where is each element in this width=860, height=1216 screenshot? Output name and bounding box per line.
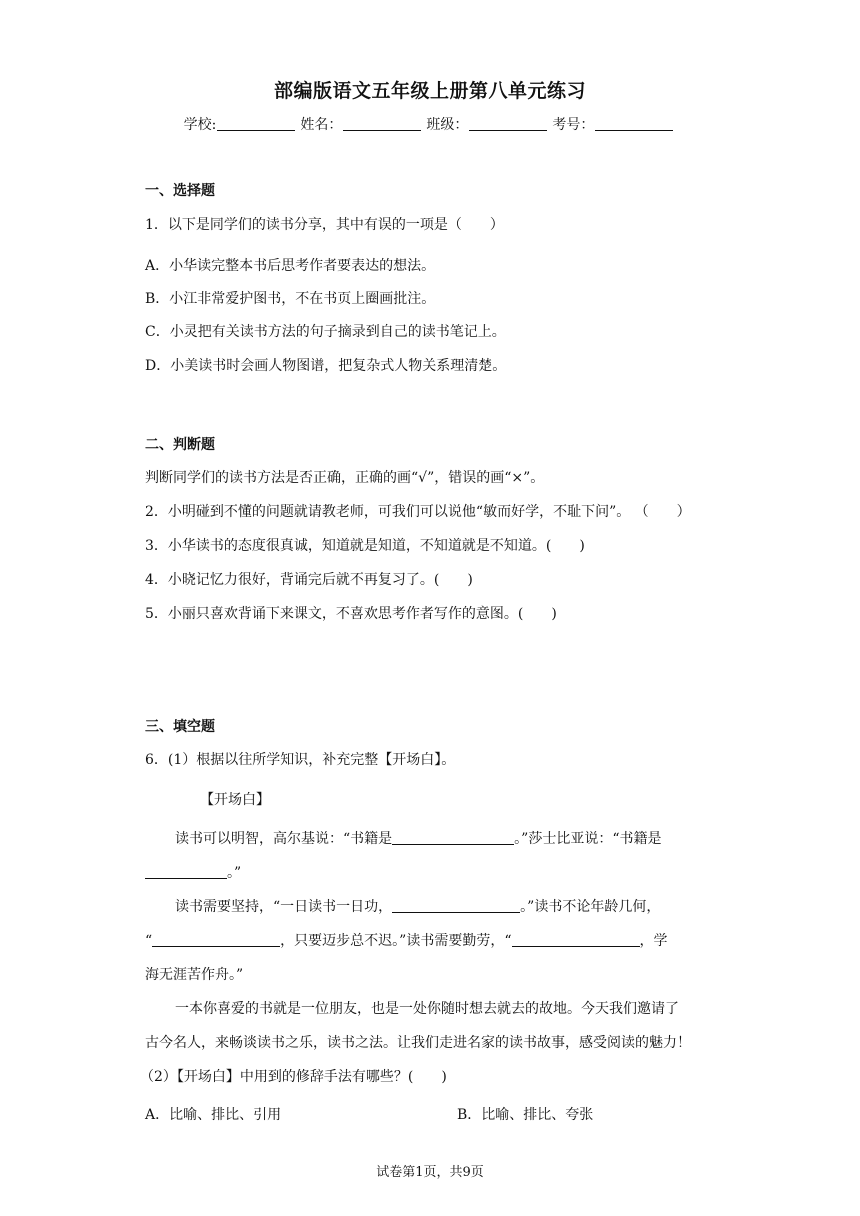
question-6-part-2: （2）【开场白】中用到的修辞手法有哪些？( ) bbox=[140, 1069, 447, 1085]
question-1: 1．以下是同学们的读书分享，其中有误的一项是（ ） bbox=[145, 217, 504, 233]
opening-block-title: 【开场白】 bbox=[200, 792, 270, 808]
option-c: C．小灵把有关读书方法的句子摘录到自己的读书笔记上。 bbox=[145, 324, 506, 340]
section-heading-judgement: 二、判断题 bbox=[145, 437, 215, 453]
fill-blank[interactable] bbox=[392, 898, 520, 913]
question-4: 4．小晓记忆力很好，背诵完后就不再复习了。( ) bbox=[145, 572, 473, 588]
question-2: 2．小明碰到不懂的问题就请教老师，可我们可以说他“敏而好学，不耻下问”。 （ ） bbox=[145, 504, 691, 520]
q6-option-b: B．比喻、排比、夸张 bbox=[457, 1107, 594, 1123]
fill-blank[interactable] bbox=[152, 932, 280, 947]
fill-blank[interactable] bbox=[145, 864, 227, 879]
option-b: B．小江非常爱护图书，不在书页上圈画批注。 bbox=[145, 291, 436, 307]
text: 。”莎士比亚说：“书籍是 bbox=[514, 831, 662, 847]
opening-paragraph-3-cont: 古今名人，来畅谈读书之乐，读书之法。让我们走进名家的读书故事，感受阅读的魅力！ bbox=[145, 1035, 691, 1051]
question-3: 3．小华读书的态度很真诚，知道就是知道，不知道就是不知道。( ) bbox=[145, 538, 585, 554]
student-info-line bbox=[0, 114, 860, 134]
name-label: 姓名： bbox=[300, 117, 343, 133]
exam-no-label: 考号： bbox=[552, 117, 595, 133]
option-a: A．小华读完整本书后思考作者要表达的想法。 bbox=[145, 258, 436, 274]
question-5: 5．小丽只喜欢背诵下来课文，不喜欢思考作者写作的意图。( ) bbox=[145, 606, 557, 622]
page-footer: 试卷第1页，共9页 bbox=[376, 1165, 484, 1180]
question-6-part-1: 6．(1）根据以往所学知识，补充完整【开场白】。 bbox=[145, 752, 456, 768]
opening-paragraph-1-cont bbox=[145, 862, 241, 882]
text: 读书需要坚持，“一日读书一日功， bbox=[175, 899, 393, 915]
opening-paragraph-2-cont bbox=[145, 930, 668, 950]
section-heading-fill: 三、填空题 bbox=[145, 719, 215, 735]
opening-paragraph-1 bbox=[175, 828, 662, 848]
text: 。” bbox=[227, 865, 242, 881]
option-d: D．小美读书时会画人物图谱，把复杂式人物关系理清楚。 bbox=[145, 358, 507, 374]
text: 读书可以明智，高尔基说：“书籍是 bbox=[175, 831, 393, 847]
judgement-intro: 判断同学们的读书方法是否正确，正确的画“√”，错误的画“×”。 bbox=[145, 470, 545, 486]
school-label: 学校: bbox=[183, 117, 217, 133]
fill-blank[interactable] bbox=[392, 830, 514, 845]
page-title: 部编版语文五年级上册第八单元练习 bbox=[273, 80, 586, 102]
exam-no-blank[interactable] bbox=[595, 116, 673, 131]
text: “ bbox=[145, 933, 153, 949]
text: 。”读书不论年龄几何， bbox=[520, 899, 661, 915]
section-heading-choice: 一、选择题 bbox=[145, 183, 215, 199]
class-blank[interactable] bbox=[469, 116, 547, 131]
text: ，只要迈步总不迟。”读书需要勤劳，“ bbox=[280, 933, 512, 949]
fill-blank[interactable] bbox=[512, 932, 640, 947]
class-label: 班级： bbox=[426, 117, 469, 133]
name-blank[interactable] bbox=[343, 116, 421, 131]
text: ，学 bbox=[639, 933, 668, 949]
q6-option-a: A．比喻、排比、引用 bbox=[145, 1107, 282, 1123]
opening-paragraph-3: 一本你喜爱的书就是一位朋友，也是一处你随时想去就去的故地。今天我们邀请了 bbox=[175, 1001, 679, 1017]
opening-paragraph-2 bbox=[175, 896, 660, 916]
opening-paragraph-2-end: 海无涯苦作舟。” bbox=[145, 967, 244, 983]
school-blank[interactable] bbox=[217, 116, 295, 131]
